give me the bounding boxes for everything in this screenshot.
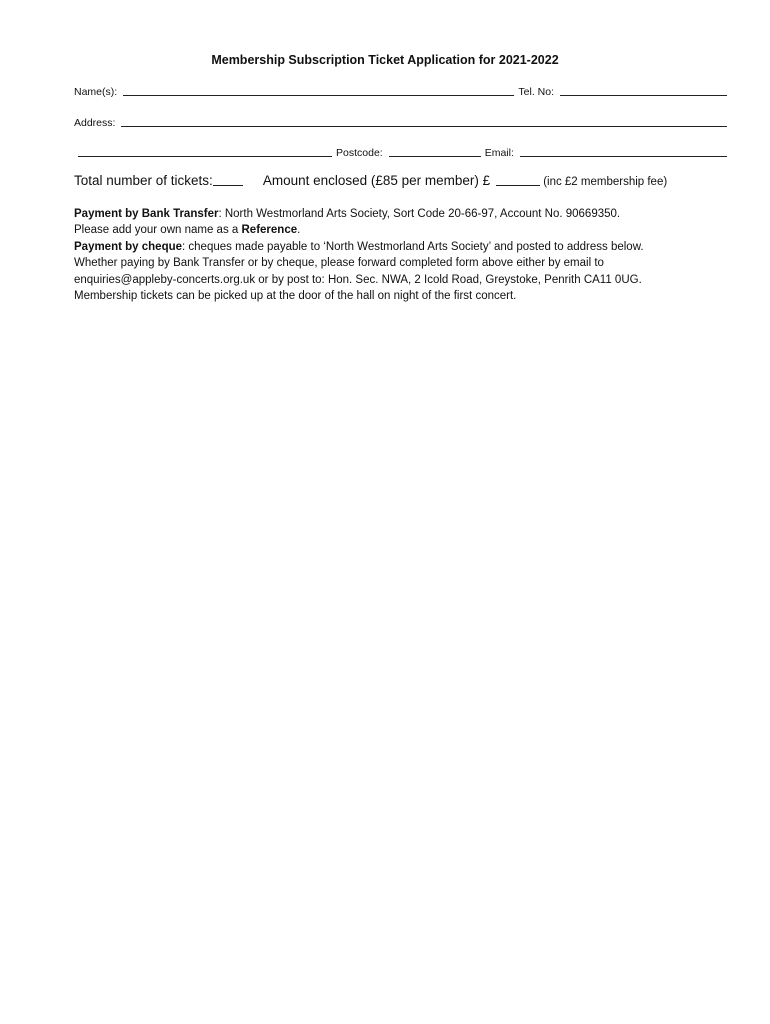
postcode-field[interactable]	[389, 146, 481, 157]
email-label: Email:	[484, 147, 514, 159]
bank-transfer-details: : North Westmorland Arts Society, Sort Code 20-66-97, Account No. 90669350.	[218, 208, 621, 220]
names-field[interactable]	[123, 85, 514, 96]
cheque-paragraph	[74, 239, 704, 255]
fee-note: (inc £2 membership fee)	[543, 176, 668, 188]
address-field[interactable]	[121, 116, 727, 127]
cheque-details: : cheques made payable to ‘North Westmorland Arts Society’ and posted to address below.	[182, 240, 644, 253]
address-continued-row	[74, 146, 731, 159]
email-field[interactable]	[520, 146, 727, 157]
amount-field[interactable]	[496, 173, 540, 186]
form-title: Membership Subscription Ticket Application for 2021-2022	[211, 53, 559, 67]
tel-field[interactable]	[560, 85, 727, 96]
tel-label: Tel. No:	[518, 86, 554, 98]
reference-word: Reference	[241, 224, 298, 237]
cheque-heading: Payment by cheque	[74, 240, 183, 253]
address-label: Address:	[74, 117, 116, 129]
tickets-field[interactable]	[213, 173, 243, 186]
names-row	[74, 85, 731, 98]
bank-transfer-paragraph	[74, 206, 704, 222]
tickets-label: Total number of tickets:	[74, 173, 213, 188]
names-label: Name(s):	[74, 86, 118, 98]
postcode-label: Postcode:	[336, 147, 383, 159]
address-row	[74, 116, 731, 129]
reference-suffix: .	[297, 224, 301, 237]
forward-paragraph: Whether paying by Bank Transfer or by cheque, please forward completed form above either by email to enquiries@appleby-concerts.org.uk or by post to: Hon. Sec. NWA, 2 Icold Road, Greystoke, Penrith CA11 0UG. Membership tickets can be picked up at the door of the hall on night of the first concert.	[74, 257, 642, 303]
payment-instructions	[74, 206, 704, 304]
amount-label: Amount enclosed (£85 per member) £	[262, 173, 491, 188]
reference-paragraph	[74, 222, 704, 238]
address-line-2-field[interactable]	[78, 146, 332, 157]
reference-prefix: Please add your own name as a	[74, 224, 242, 237]
bank-transfer-heading: Payment by Bank Transfer	[74, 208, 219, 220]
totals-row	[74, 173, 734, 188]
